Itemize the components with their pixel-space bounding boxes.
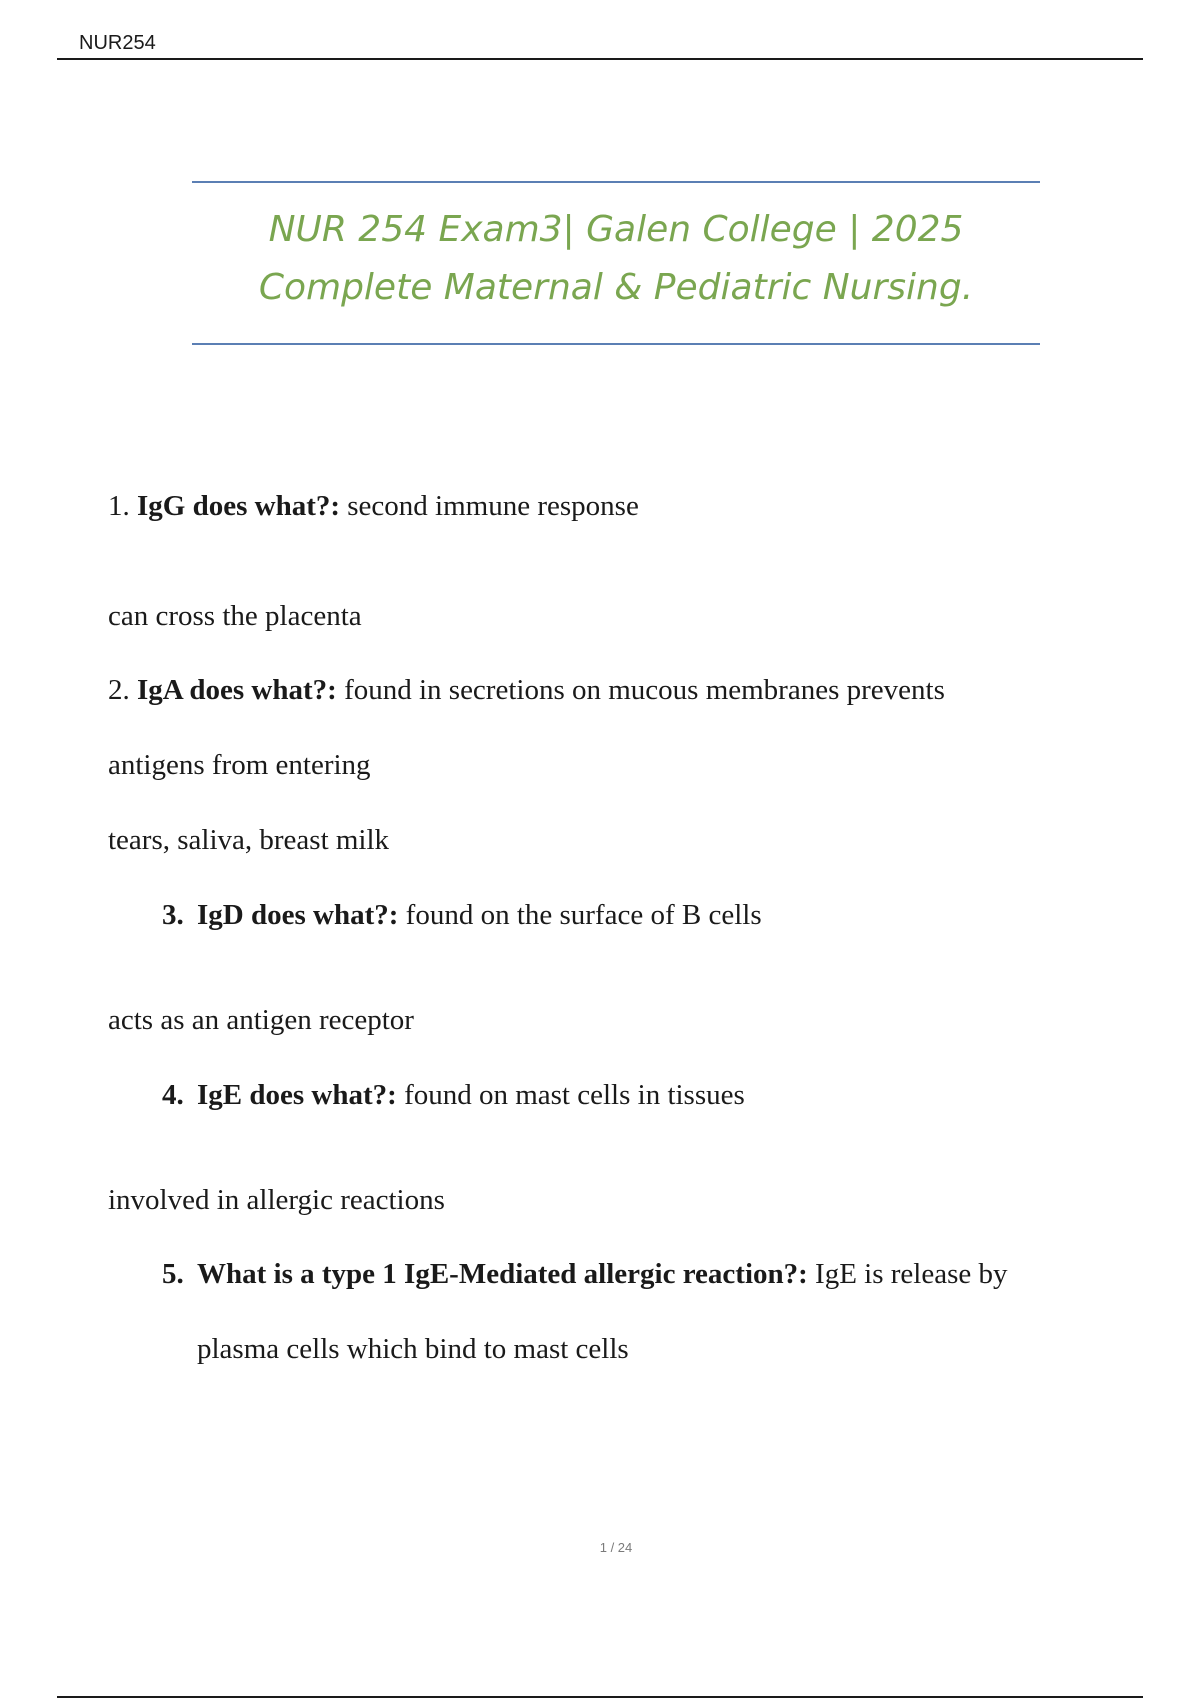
- item-number: 5.: [162, 1258, 184, 1290]
- list-item-2: [108, 676, 945, 705]
- document-title-line-1: NUR 254 Exam3| Galen College | 2025: [268, 209, 964, 250]
- item-answer: second immune response: [340, 490, 639, 522]
- list-item-3: [162, 901, 762, 930]
- list-item-1: [108, 492, 639, 521]
- header-course-code: NUR254: [79, 32, 156, 54]
- list-item-4: [162, 1081, 745, 1110]
- list-item-5: [162, 1260, 1008, 1289]
- item-number: 2.: [108, 674, 130, 706]
- item-number: 4.: [162, 1079, 184, 1111]
- item-answer: found in secretions on mucous membranes prevents: [336, 674, 945, 706]
- item-question: What is a type 1 IgE-Mediated allergic reaction?:: [197, 1258, 808, 1290]
- item-answer: found on the surface of B cells: [398, 899, 762, 931]
- footer-rule: [57, 1696, 1143, 1698]
- item-question: IgA does what?:: [137, 674, 337, 706]
- document-title-line-2: Complete Maternal & Pediatric Nursing.: [258, 267, 974, 308]
- item-2-detail-1: antigens from entering: [108, 749, 371, 781]
- item-question: IgD does what?:: [197, 899, 399, 931]
- page-number: 1 / 24: [599, 1540, 633, 1555]
- item-number: 1.: [108, 490, 130, 522]
- item-3-detail-1: acts as an antigen receptor: [108, 1004, 414, 1036]
- item-answer: found on mast cells in tissues: [396, 1079, 745, 1111]
- item-number: 3.: [162, 899, 184, 931]
- item-2-detail-2: tears, saliva, breast milk: [108, 824, 390, 856]
- item-4-detail-1: involved in allergic reactions: [108, 1184, 445, 1216]
- item-question: IgG does what?:: [137, 490, 341, 522]
- item-question: IgE does what?:: [197, 1079, 397, 1111]
- item-1-detail-1: can cross the placenta: [108, 600, 362, 632]
- item-answer: IgE is release by: [807, 1258, 1008, 1290]
- item-5-detail-1: plasma cells which bind to mast cells: [197, 1333, 629, 1365]
